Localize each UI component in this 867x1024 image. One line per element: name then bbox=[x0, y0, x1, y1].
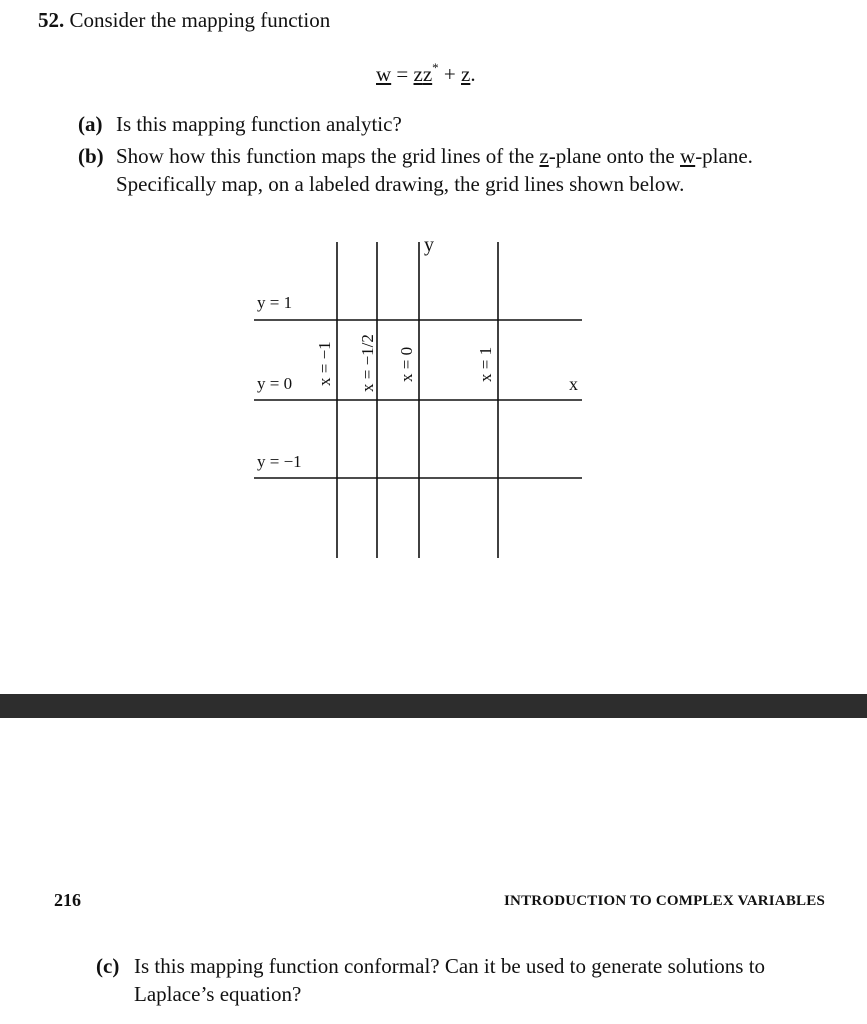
part-b-text-3: -plane. bbox=[695, 144, 753, 168]
problem-intro: Consider the mapping function bbox=[69, 8, 331, 32]
part-a-label: (a) bbox=[78, 112, 103, 136]
page-divider-band bbox=[0, 694, 867, 718]
equation-plus: + bbox=[438, 62, 462, 86]
part-b-label: (b) bbox=[78, 144, 104, 168]
part-c-line-1: Is this mapping function conformal? Can it be used to generate solutions to bbox=[134, 954, 766, 978]
x-axis-label: x bbox=[569, 374, 578, 394]
label-y-0: y = 0 bbox=[257, 374, 293, 393]
equation-z2: z bbox=[422, 62, 433, 86]
y-axis-label: y bbox=[424, 234, 434, 256]
page-number: 216 bbox=[54, 890, 81, 910]
label-y-1: y = 1 bbox=[257, 293, 293, 312]
equation-z1: z bbox=[413, 62, 423, 86]
part-a-text: Is this mapping function analytic? bbox=[116, 112, 402, 136]
label-y-neg1: y = −1 bbox=[257, 452, 302, 471]
part-b-text-1: Show how this function maps the grid lines of the bbox=[116, 144, 540, 168]
part-c-label: (c) bbox=[96, 954, 120, 978]
equation-w: w bbox=[376, 62, 392, 86]
equation-equals: = bbox=[391, 62, 414, 86]
equation-z3: z bbox=[461, 62, 471, 86]
part-c-line-2: Laplace’s equation? bbox=[134, 982, 302, 1006]
part-b-z: z bbox=[539, 144, 549, 168]
label-x-1: x = 1 bbox=[476, 346, 495, 382]
label-x-neg-half: x = −1/2 bbox=[358, 334, 377, 392]
label-x-0: x = 0 bbox=[397, 346, 416, 382]
label-x-neg1: x = −1 bbox=[315, 341, 334, 386]
running-head: INTRODUCTION TO COMPLEX VARIABLES bbox=[504, 893, 825, 909]
part-c bbox=[96, 952, 765, 1008]
equation-conjugate-star: * bbox=[432, 60, 439, 75]
equation-end: . bbox=[470, 62, 476, 86]
part-b-text-2: -plane onto the bbox=[548, 144, 681, 168]
problem-number: 52. bbox=[38, 8, 65, 32]
part-b-line-2: Specifically map, on a labeled drawing, the grid lines shown below. bbox=[116, 172, 685, 196]
part-b-w: w bbox=[680, 144, 696, 168]
